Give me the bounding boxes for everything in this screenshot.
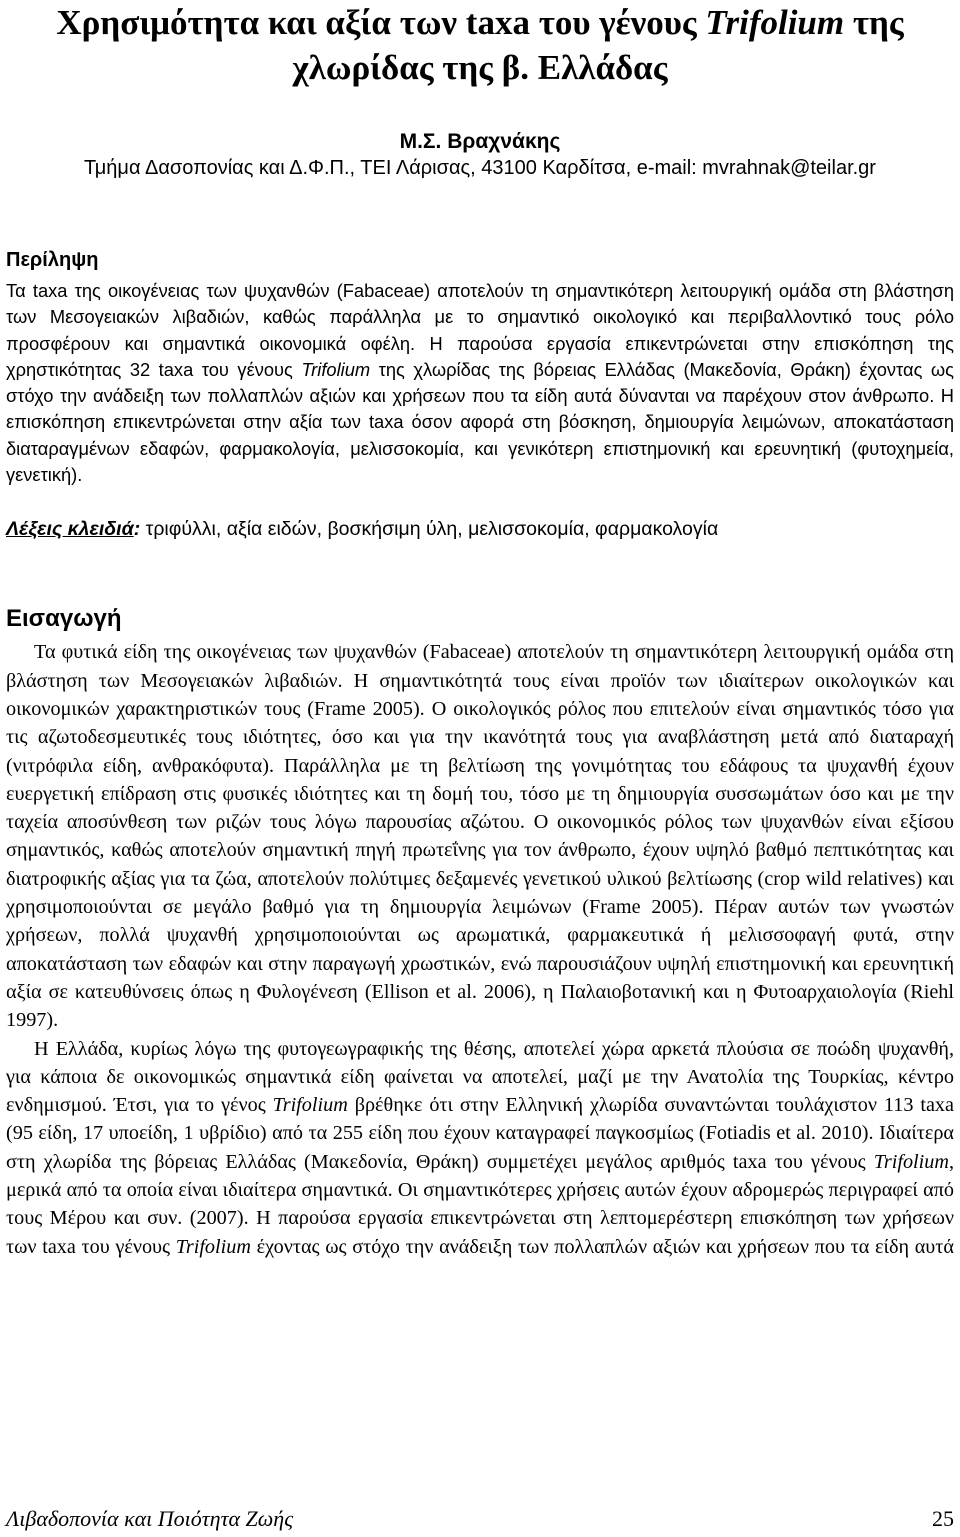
abstract-part: Τα taxa της οικογένειας των ψυχανθών (Fabaceae) αποτελούν τη σημαντικότερη λειτουργική ομάδα στη βλάστηση των Μεσογειακών λιβαδιών, καθώς παράλληλα με το σημαντικό οικολογικό και περιβαλλοντικό τους ρόλο προσφέρουν και σημαντικά οικονομικά οφέλη. Η παρούσα εργασία επικεντρώνεται στην επισκόπηση της χρηστικότητας 32 taxa του γένους xyxy=(6,280,954,380)
title-text: Χρησιμότητα και αξία των taxa του γένους xyxy=(56,3,706,42)
author-name: Μ.Σ. Βραχνάκης xyxy=(399,130,561,153)
footer-journal-name: Λιβαδοπονία και Ποιότητα Ζωής xyxy=(6,1506,294,1531)
page-number: 25 xyxy=(932,1506,954,1531)
keywords-text: τριφύλλι, αξία ειδών, βοσκήσιμη ύλη, μελισσοκομία, φαρμακολογία xyxy=(140,518,719,541)
paragraph-text: , μερικά από τα οποία είναι ιδιαίτερα σημαντικά. Οι σημαντικότερες χρήσεις αυτών έχουν αδρομερώς περιγραφεί από τους Μέρου και συν. (2007). Η παρούσα εργασία επικεντρώνεται στη λεπτομερέστερη επισκόπηση των χρήσεων των taxa του γένους xyxy=(6,1150,954,1258)
paragraph-text: Η Ελλάδα, κυρίως λόγω της φυτογεωγραφικής της θέσης, αποτελεί χώρα αρκετά πλούσια σε ποώδη ψυχανθή, για κάποια δε οικονομικώς σημαντικά είδη φαίνεται να αποτελεί, μαζί με την Ανατολία της Τουρκίας, κέντρο ενδημισμού. Έτσι, για το γένος xyxy=(6,1037,954,1117)
title-genus: Trifolium xyxy=(705,3,845,42)
paper-title xyxy=(6,0,954,90)
introduction-paragraph-2 xyxy=(6,1035,954,1290)
page xyxy=(6,0,954,1289)
abstract-text xyxy=(6,278,954,488)
genus-name: Trifolium xyxy=(272,1094,348,1117)
abstract-genus: Trifolium xyxy=(301,358,371,380)
genus-name: Trifolium xyxy=(175,1235,251,1258)
abstract-part: της χλωρίδας της βόρειας Ελλάδας (Μακεδονία, Θράκη) έχοντας ως στόχο την ανάδειξη των πολλαπλών αξιών και χρήσεων που τα είδη αυτά δύνανται να παρέχουν στον άνθρωπο. Η επισκόπηση επικεντρώνεται στην αξία των taxa όσον αφορά στη βόσκηση, δημιουργία λειμώνων, αποκατάσταση διαταραγμένων εδαφών, φαρμακολογία, μελισσοκομία, και γενικότερη επιστημονική και ερευνητική (φυτοχημεία, γενετική). xyxy=(6,358,954,486)
paragraph-text: βρέθηκε ότι στην Ελληνική χλωρίδα συναντώνται τουλάχιστον 113 taxa (95 είδη, 17 υποείδη, 1 υβρίδιο) από τα 255 είδη που έχουν καταγραφεί παγκοσμίως (Fotiadis et al. 2010). Ιδιαίτερα στη χλωρίδα της βόρειας Ελλάδας (Μακεδονία, Θράκη) συμμετέχει μεγάλος αριθμός taxa του γένους xyxy=(6,1094,954,1173)
keywords-label: Λέξεις κλειδιά xyxy=(6,518,134,541)
keywords xyxy=(6,516,954,542)
genus-name: Trifolium xyxy=(873,1150,949,1173)
keywords-separator: : xyxy=(133,518,141,541)
introduction-heading: Εισαγωγή xyxy=(6,605,122,633)
introduction-paragraph-1: Τα φυτικά είδη της οικογένειας των ψυχανθών (Fabaceae) αποτελούν τη σημαντικότερη λειτουργική ομάδα στη βλάστηση των Μεσογειακών λιβαδιών. Η σημαντικότητά τους είναι προϊόν των ιδιαίτερων οικολογικών και οικονομικών χαρακτηριστικών τους (Frame 2005). Ο οικολογικός ρόλος που επιτελούν είναι σημαντικός τόσο για τις αζωτοδεσμευτικές τους ιδιότητες, όσο και για την ικανότητά τους για αναβλάστηση μετά από διαταραχή (νιτρόφιλα είδη, ανθρακόφυτα). Παράλληλα με τη βελτίωση της γονιμότητας του εδάφους τα ψυχανθή έχουν ευεργετική επίδραση στις φυσικές ιδιότητες και τη δομή του, τόσο με τη δημιουργία συσσωμάτων όσο και με την ταχεία αποσύνθεση των ριζών τους λόγω παρουσίας αζώτου. Ο οικονομικός ρόλος των ψυχανθών είναι εξίσου σημαντικός, καθώς αποτελούν σημαντική πηγή πρωτεΐνης για τον άνθρωπο, έχουν υψηλό βαθμό πεπτικότητας και διατροφικής αξίας για τα ζώα, αποτελούν πολύτιμες δεξαμενές γενετικού υλικού βελτίωσης (crop wild relatives) και χρησιμοποιούνται σε μεγάλο βαθμό για τη δημιουργία λειμώνων (Frame 2005). Πέραν αυτών των γνωστών χρήσεων, πολλά ψυχανθή χρησιμοποιούνται ως αρωματικά, φαρμακευτικά ή μελισσοφαγή φυτά, στην αποκατάσταση των εδαφών και στην παραγωγή χρωστικών, ενώ παρουσιάζουν υψηλή επιστημονική και ερευνητική αξία σε κατευθύνσεις όπως η Φυλογένεση (Ellison et al. 2006), η Παλαιοβοτανική και η Φυτοαρχαιολογία (Riehl 1997). xyxy=(6,641,954,1032)
page-footer xyxy=(6,1505,954,1535)
paragraph-text: έχοντας ως στόχο την ανάδειξη των πολλαπλών αξιών και χρήσεων που τα είδη αυτά xyxy=(250,1235,954,1258)
abstract-heading: Περίληψη xyxy=(6,249,99,271)
author-affiliation: Τμήμα Δασοπονίας και Δ.Φ.Π., ΤΕΙ Λάρισας, 43100 Καρδίτσα, e-mail: mvrahnak@teilar.gr xyxy=(84,157,876,179)
title-text-end: της χλωρίδας της β. Ελλάδας xyxy=(292,3,904,87)
